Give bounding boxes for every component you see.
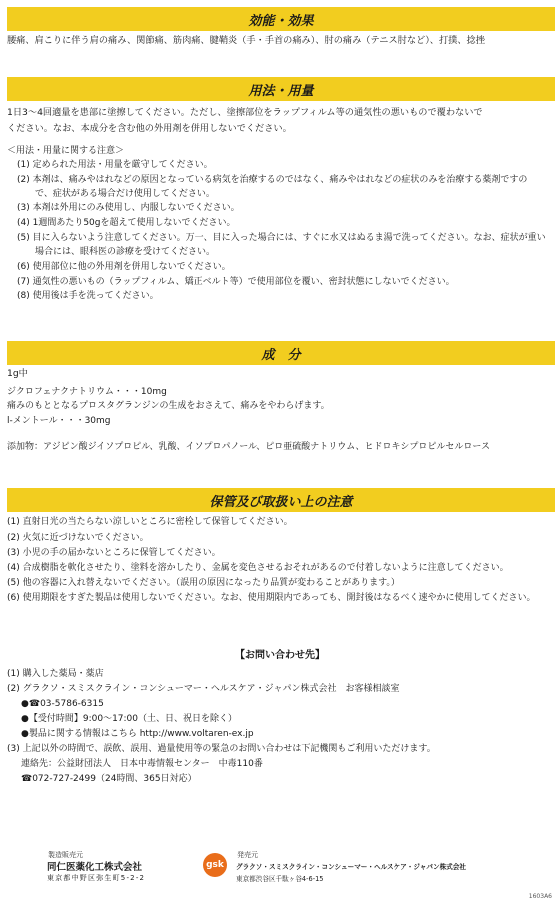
- ingredient-line: l-メントール・・・30mg: [7, 416, 111, 426]
- ingredient-line: ジクロフェナクナトリウム・・・10mg: [7, 387, 167, 397]
- contact-website: ●製品に関する情報はこちら http://www.voltaren-ex.jp: [21, 729, 254, 739]
- usage-note: で、症状がある場合だけ使用してください。: [35, 189, 215, 199]
- usage-note: (7) 通気性の悪いもの（ラップフィルム、矯正ベルト等）で使用部位を覆い、密封状態にしないでください。: [17, 277, 455, 287]
- contact-poison-center: 連絡先：公益財団法人 日本中毒情報センター 中毒110番: [21, 759, 263, 769]
- contact-line: (2) グラクソ・スミスクライン・コンシューマー・ヘルスケア・ジャパン株式会社 お客様相談室: [7, 684, 400, 694]
- ingredients-per: 1g中: [7, 368, 28, 379]
- storage-item: (6) 使用期限をすぎた製品は使用しないでください。なお、使用期限内であっても、開封後はなるべく速やかに使用してください。: [7, 593, 536, 603]
- gsk-logo: gsk: [203, 853, 227, 877]
- storage-item: (5) 他の容器に入れ替えないでください。（誤用の原因になったり品質が変わることがあります。）: [7, 578, 400, 588]
- efficacy-text: 腰痛、肩こりに伴う肩の痛み、関節痛、筋肉痛、腱鞘炎（手・手首の痛み）、肘の痛み（テニス肘など）、打撲、捻挫: [7, 35, 485, 46]
- usage-note: (4) 1週間あたり50gを超えて使用しないでください。: [17, 218, 236, 228]
- usage-note: (3) 本剤は外用にのみ使用し、内服しないでください。: [17, 203, 240, 213]
- usage-text-line: ください。なお、本成分を含む他の外用剤を併用しないでください。: [7, 123, 292, 134]
- contact-phone: ●☎03-5786-6315: [21, 699, 104, 709]
- manufacturer-address: 東京都中野区弥生町5-2-2: [47, 874, 146, 882]
- ingredient-line: 痛みのもととなるプロスタグランジンの生成をおさえて、痛みをやわらげます。: [7, 401, 330, 411]
- contact-poison-phone: ☎072-727-2499（24時間、365日対応）: [21, 774, 197, 784]
- efficacy-title: 効能・効果: [248, 14, 314, 29]
- usage-note: (1) 定められた用法・用量を厳守してください。: [17, 160, 213, 170]
- storage-item: (4) 合成樹脂を軟化させたり、塗料を溶かしたり、金属を変色させるおそれがあるので付着しないように注意してください。: [7, 563, 509, 573]
- usage-note: 場合には、眼科医の診療を受けてください。: [35, 247, 216, 257]
- storage-header-bar: [7, 488, 555, 512]
- contact-line: (1) 購入した薬局・薬店: [7, 669, 104, 679]
- contact-title: 【お問い合わせ先】: [235, 650, 325, 661]
- usage-note: (6) 使用部位に他の外用剤を併用しないでください。: [17, 262, 231, 272]
- contact-line: (3) 上記以外の時間で、誤飲、誤用、過量使用等の緊急のお問い合わせは下記機関もご利用いただけます。: [7, 744, 436, 754]
- usage-note: (5) 目に入らないよう注意してください。万一、目に入った場合には、すぐに水又はぬるま湯で洗ってください。なお、症状が重い: [17, 233, 546, 243]
- distributor-name: グラクソ・スミスクライン・コンシューマー・ヘルスケア・ジャパン株式会社: [236, 863, 466, 871]
- storage-item: (1) 直射日光の当たらない涼しいところに密栓して保管してください。: [7, 517, 293, 527]
- ingredients-header-bar: [7, 341, 555, 365]
- storage-title: 保管及び取扱い上の注意: [209, 495, 353, 510]
- efficacy-header-bar: [7, 7, 555, 31]
- usage-header-bar: [7, 77, 555, 101]
- usage-note: (8) 使用後は手を洗ってください。: [17, 291, 159, 301]
- ingredients-additives: 添加物：アジピン酸ジイソプロピル、乳酸、イソプロパノール、ピロ亜硫酸ナトリウム、ヒドロキシプロピルセルロース: [7, 442, 490, 452]
- usage-notes-header: ＜用法・用量に関する注意＞: [7, 146, 125, 156]
- ingredients-title: 成 分: [261, 348, 301, 363]
- usage-title: 用法・用量: [248, 84, 314, 99]
- usage-note: (2) 本剤は、痛みやはれなどの原因となっている病気を治療するのではなく、痛みやはれなどの症状のみを治療する薬剤ですの: [17, 175, 528, 185]
- storage-item: (2) 火気に近づけないでください。: [7, 533, 149, 543]
- usage-text-line: 1日3〜4回適量を患部に塗擦してください。ただし、塗擦部位をラップフィルム等の通気性の悪いもので覆わないで: [7, 107, 483, 118]
- manufacturer-name: 同仁医薬化工株式会社: [47, 862, 143, 873]
- distributor-label: 発売元: [237, 851, 258, 859]
- document-code: 1603A6: [528, 893, 552, 900]
- distributor-address: 東京都渋谷区千駄ヶ谷4-6-15: [236, 875, 324, 883]
- manufacturer-label: 製造販売元: [48, 851, 83, 859]
- contact-hours: ●【受付時間】9:00〜17:00（土、日、祝日を除く）: [21, 714, 238, 724]
- storage-item: (3) 小児の手の届かないところに保管してください。: [7, 548, 221, 558]
